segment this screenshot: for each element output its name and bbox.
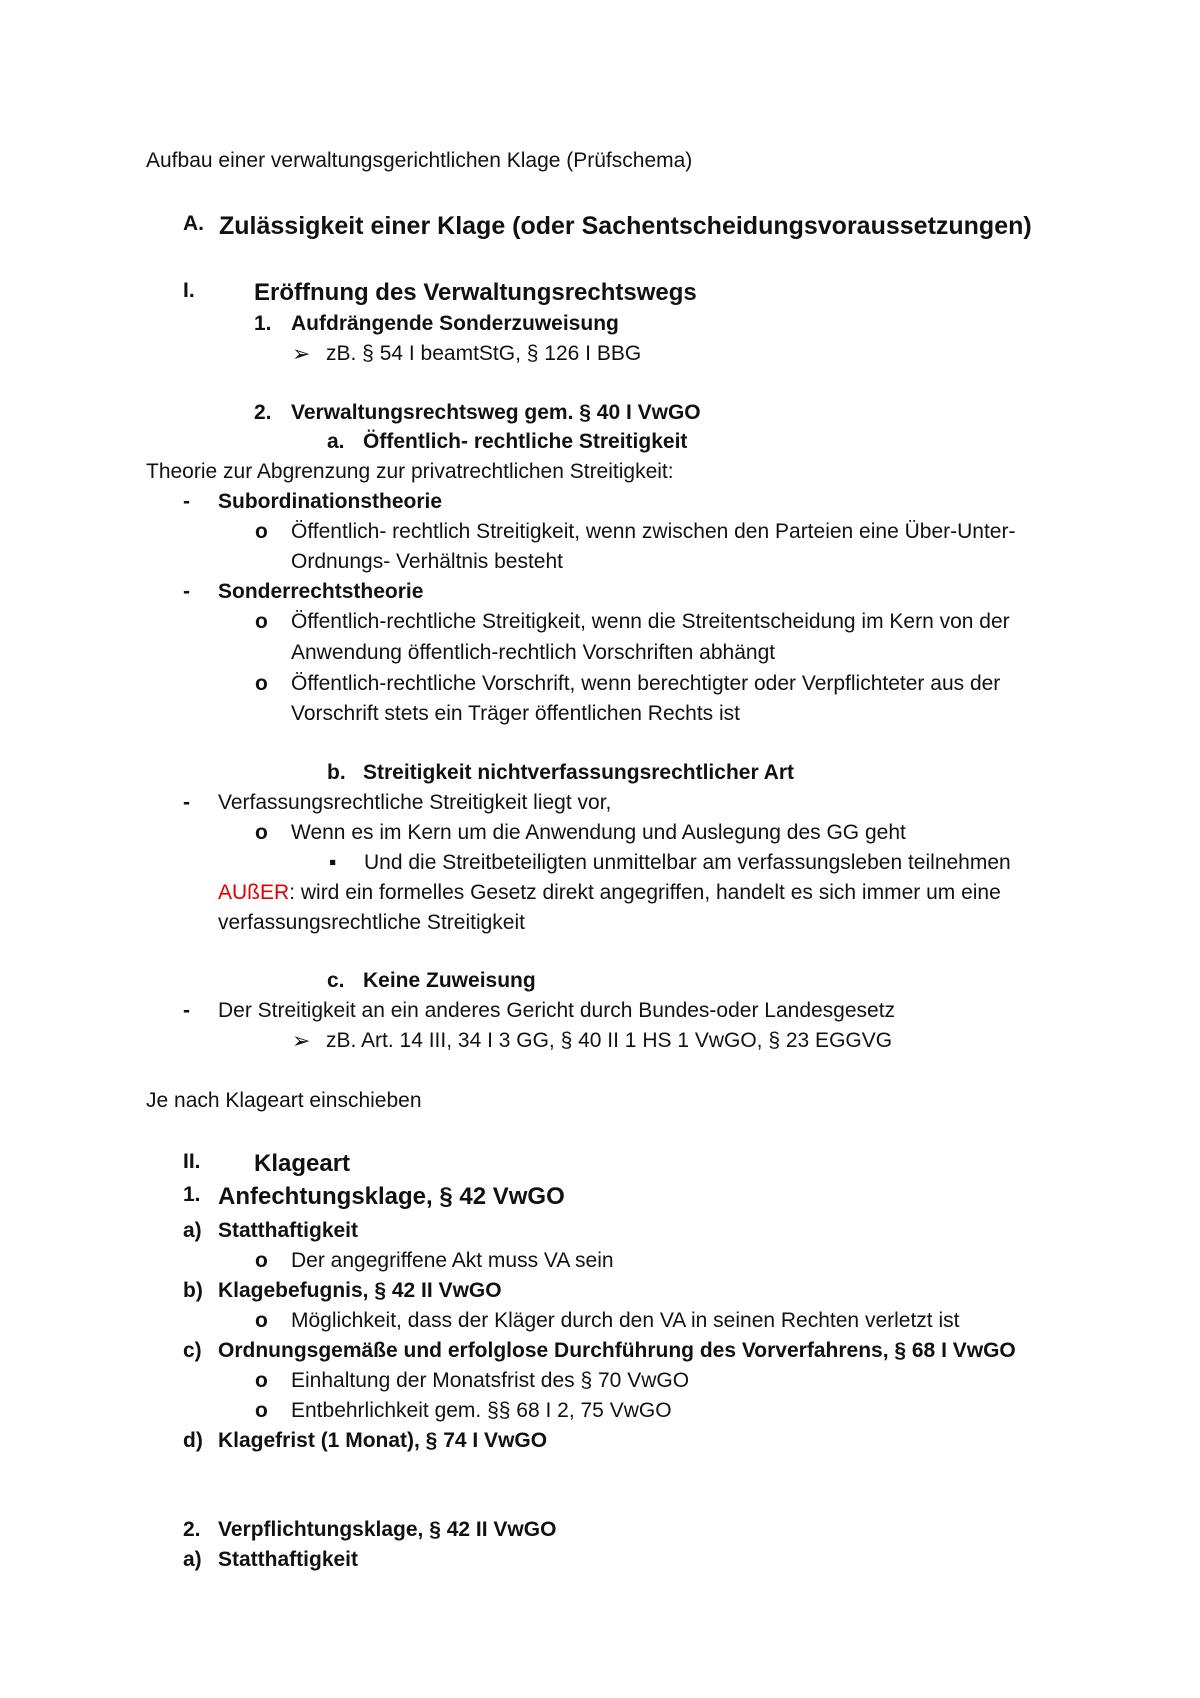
- item-a-bullet: Der angegriffene Akt muss VA sein: [291, 1249, 614, 1272]
- subordination-label: Subordinationstheorie: [218, 490, 443, 513]
- zuweisung-dash-text: Der Streitigkeit an ein anderes Gericht durch Bundes-oder Landesgesetz: [218, 999, 896, 1022]
- circle-bullet: o: [255, 1309, 268, 1332]
- circle-bullet: o: [255, 610, 268, 633]
- section-ii-heading: Klageart: [254, 1150, 351, 1177]
- ausser-line1: [218, 880, 1001, 906]
- sub-b-heading: Streitigkeit nichtverfassungsrechtlicher Art: [363, 761, 795, 784]
- arrow-bullet-icon: ➢: [292, 1028, 311, 1053]
- note-text: Je nach Klageart einschieben: [146, 1089, 422, 1112]
- item-b-bullet: Möglichkeit, dass der Kläger durch den VA in seinen Rechten verletzt ist: [291, 1309, 960, 1332]
- arrow-bullet-icon: ➢: [292, 341, 311, 366]
- sonderrecht-bullet2-line2: Vorschrift stets ein Träger öffentlichen Rechts ist: [291, 702, 740, 725]
- sub-c-heading: Keine Zuweisung: [363, 969, 536, 992]
- section-a-heading: Zulässigkeit einer Klage (oder Sachentscheidungsvoraussetzungen): [219, 212, 1032, 240]
- verfassung-dash-text: Verfassungsrechtliche Streitigkeit liegt vor,: [218, 791, 612, 814]
- dash-bullet: -: [183, 580, 190, 603]
- circle-bullet: o: [255, 672, 268, 695]
- sub-a-marker: a.: [327, 430, 345, 453]
- circle-bullet: o: [255, 1249, 268, 1272]
- item-d-heading: Klagefrist (1 Monat), § 74 I VwGO: [218, 1429, 548, 1452]
- item-b-marker: b): [183, 1279, 203, 1302]
- item-c-marker: c): [183, 1339, 202, 1362]
- document-title: Aufbau einer verwaltungsgerichtlichen Klage (Prüfschema): [146, 149, 693, 172]
- subordination-bullet-line2: Ordnungs- Verhältnis besteht: [291, 550, 563, 573]
- item-ii2-a-marker: a): [183, 1548, 202, 1571]
- sub-b-marker: b.: [327, 761, 346, 784]
- section-i-marker: I.: [183, 279, 195, 302]
- sub-c-marker: c.: [327, 969, 345, 992]
- item-c-heading: Ordnungsgemäße und erfolglose Durchführung des Vorverfahrens, § 68 I VwGO: [218, 1339, 1016, 1362]
- dash-bullet: -: [183, 791, 190, 814]
- item-a-heading: Statthaftigkeit: [218, 1219, 359, 1242]
- example-text: zB. § 54 I beamtStG, § 126 I BBG: [326, 342, 642, 365]
- circle-bullet: o: [255, 821, 268, 844]
- sonderrecht-label: Sonderrechtstheorie: [218, 580, 424, 603]
- sonderrecht-bullet1-line2: Anwendung öffentlich-rechtlich Vorschriften abhängt: [291, 641, 776, 664]
- ausser-label: AUßER: [218, 881, 290, 904]
- circle-bullet: o: [255, 1369, 268, 1392]
- item-i2-heading: Verwaltungsrechtsweg gem. § 40 I VwGO: [291, 401, 701, 424]
- sonderrecht-bullet1-line1: Öffentlich-rechtliche Streitigkeit, wenn die Streitentscheidung im Kern von der: [291, 610, 1010, 633]
- theory-intro: Theorie zur Abgrenzung zur privatrechtlichen Streitigkeit:: [146, 460, 674, 483]
- section-i-heading: Eröffnung des Verwaltungsrechtswegs: [254, 279, 697, 306]
- item-ii2-marker: 2.: [183, 1518, 201, 1541]
- item-d-marker: d): [183, 1429, 203, 1452]
- item-ii2-a-heading: Statthaftigkeit: [218, 1548, 359, 1571]
- circle-bullet: o: [255, 1399, 268, 1422]
- verfassung-square-text: Und die Streitbeteiligten unmittelbar am verfassungsleben teilnehmen: [364, 851, 1011, 874]
- dash-bullet: -: [183, 490, 190, 513]
- section-a-marker: A.: [183, 212, 204, 235]
- circle-bullet: o: [255, 520, 268, 543]
- item-b-heading: Klagebefugnis, § 42 II VwGO: [218, 1279, 502, 1302]
- item-ii1-marker: 1.: [183, 1183, 201, 1206]
- item-i2-marker: 2.: [254, 401, 272, 424]
- item-ii1-heading: Anfechtungsklage, § 42 VwGO: [218, 1183, 565, 1210]
- item-c-bullet1: Einhaltung der Monatsfrist des § 70 VwGO: [291, 1369, 690, 1392]
- ausser-text: : wird ein formelles Gesetz direkt angegriffen, handelt es sich immer um eine: [289, 881, 1001, 904]
- section-ii-marker: II.: [183, 1150, 201, 1173]
- sonderrecht-bullet2-line1: Öffentlich-rechtliche Vorschrift, wenn berechtigter oder Verpflichteter aus der: [291, 672, 1001, 695]
- item-ii2-heading: Verpflichtungsklage, § 42 II VwGO: [218, 1518, 557, 1541]
- sub-a-heading: Öffentlich- rechtliche Streitigkeit: [363, 430, 688, 453]
- subordination-bullet-line1: Öffentlich- rechtlich Streitigkeit, wenn zwischen den Parteien eine Über-Unter-: [291, 520, 1016, 543]
- item-a-marker: a): [183, 1219, 202, 1242]
- item-c-bullet2: Entbehrlichkeit gem. §§ 68 I 2, 75 VwGO: [291, 1399, 672, 1422]
- ausser-line2: verfassungsrechtliche Streitigkeit: [218, 911, 525, 934]
- item-i1-heading: Aufdrängende Sonderzuweisung: [291, 312, 619, 335]
- verfassung-bullet-text: Wenn es im Kern um die Anwendung und Auslegung des GG geht: [291, 821, 906, 844]
- item-i1-marker: 1.: [254, 312, 272, 335]
- dash-bullet: -: [183, 999, 190, 1022]
- square-bullet: ▪: [329, 851, 337, 874]
- zuweisung-example: zB. Art. 14 III, 34 I 3 GG, § 40 II 1 HS 1 VwGO, § 23 EGGVG: [326, 1029, 893, 1052]
